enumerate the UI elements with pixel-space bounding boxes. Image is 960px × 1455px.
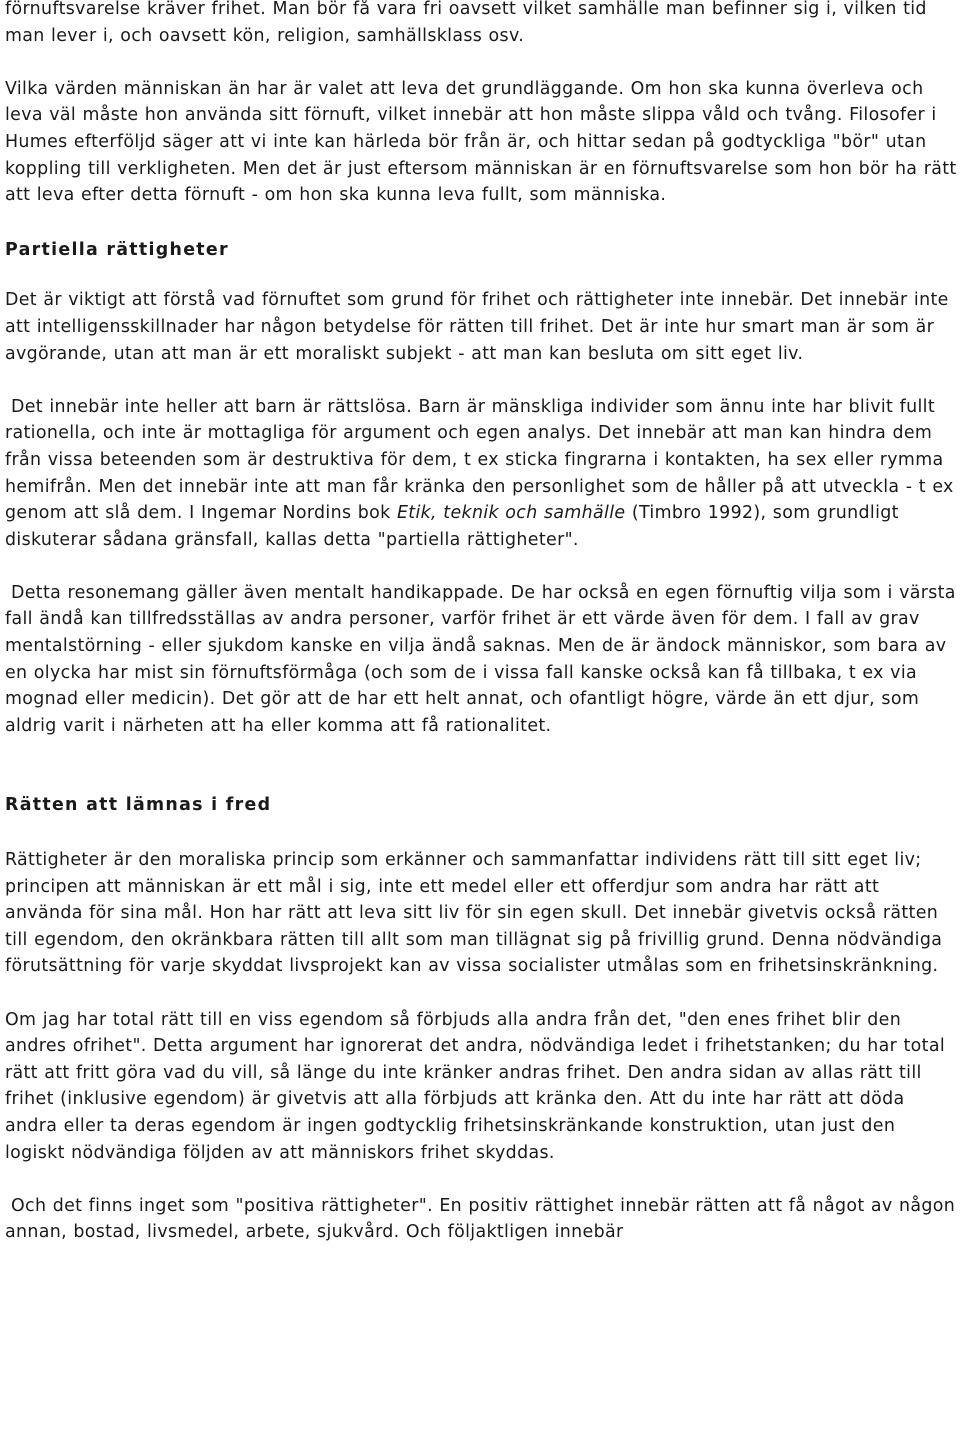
document-page [5, 0, 957, 1246]
section-heading: Rätten att lämnas i fred [5, 795, 272, 816]
paragraph: Det är viktigt att förstå vad förnuftet som grund för frihet och rättigheter inte innebär. Det innebär inte att intelligensskillnader har någon betydelse för rätten till frihet. Det är inte hur smart man är som är avgörande, utan att man är ett moraliskt subjekt - att man kan besluta om sitt eget liv. [5, 290, 949, 364]
paragraph: Detta resonemang gäller även mentalt handikappade. De har också en egen förnuftig vilja som i värsta fall ändå kan tillfredsställas av andra personer, varför frihet är ett värde även för dem. I fall av grav mentalstörning - eller sjukdom kanske en vilja ändå saknas. Men de är ändock människor, som bara av en olycka har mist sin förnuftsförmåga (och som de i vissa fall kanske också kan få tillbaka, t ex via mognad eller medicin). Det gör att de har ett helt annat, och ofantligt högre, värde än ett djur, som aldrig varit i närheten att ha eller komma att få rationalitet. [5, 582, 956, 736]
paragraph: Vilka värden människan än har är valet att leva det grundläggande. Om hon ska kunna överleva och leva väl måste hon använda sitt förnuft, vilket innebär att hon måste slippa våld och tvång. Filosofer i Humes efterföljd säger att vi inte kan härleda bör från är, och hittar sedan på godtyckliga "bör" utan koppling till verkligheten. Men det är just eftersom människan är en förnuftsvarelse som hon bör ha rätt att leva efter detta förnuft - om hon ska kunna leva fullt, som människa. [5, 78, 957, 206]
paragraph: förnuftsvarelse kräver frihet. Man bör få vara fri oavsett vilket samhälle man befinner sig i, vilken tid man lever i, och oavsett kön, religion, samhällsklass osv. [5, 0, 927, 46]
paragraph: Rättigheter är den moraliska princip som erkänner och sammanfattar individens rätt till sitt eget liv; principen att människan är ett mål i sig, inte ett medel eller ett offerdjur som andra har rätt att använda för sina mål. Hon har rätt att leva sitt liv för sin egen skull. Det innebär givetvis också rätten till egendom, den okränkbara rätten till allt som man tillägnat sig på frivillig grund. Denna nödvändiga förutsättning för varje skyddat livsprojekt kan av vissa socialister utmålas som en frihetsinskränkning. [5, 850, 943, 977]
paragraph: Och det finns inget som "positiva rättigheter". En positiv rättighet innebär rätten att få något av någon annan, bostad, livsmedel, arbete, sjukvård. Och följaktligen innebär [5, 1195, 956, 1243]
paragraph: Om jag har total rätt till en viss egendom så förbjuds alla andra från det, "den enes frihet blir den andres ofrihet". Detta argument har ignorerat det andra, nödvändiga ledet i frihetstanken; du har total rätt att fritt göra vad du vill, så länge du inte kränker andras frihet. Den andra sidan av allas rätt till frihet (inklusive egendom) är givetvis att alla förbjuds att kränka den. Att du inte har rätt att döda andra eller ta deras egendom är ingen godtycklig frihetsinskränkande konstruktion, utan just den logiskt nödvändiga följden av att människors frihet skyddas. [5, 1009, 946, 1163]
paragraph-text: Det innebär inte heller att barn är rättslösa. Barn är mänskliga individer som ännu inte har blivit fullt rationella, och inte är mottagliga för argument och egen analys. Det innebär att man kan hindra dem från vissa beteenden som är destruktiva för dem, t ex sticka fingrarna i kontakten, ha sex eller rymma hemifrån. Men det innebär inte att man får kränka den personlighet som de håller på att utveckla - t ex genom att slå dem. I Ingemar Nordins bok [5, 396, 954, 524]
paragraph-text: (Timbro 1992), som grundligt diskuterar sådana gränsfall, kallas detta "partiella rättigheter". [5, 503, 899, 550]
section-heading: Partiella rättigheter [5, 239, 229, 260]
paragraph [5, 394, 957, 554]
book-title: Etik, teknik och samhälle [396, 503, 626, 524]
